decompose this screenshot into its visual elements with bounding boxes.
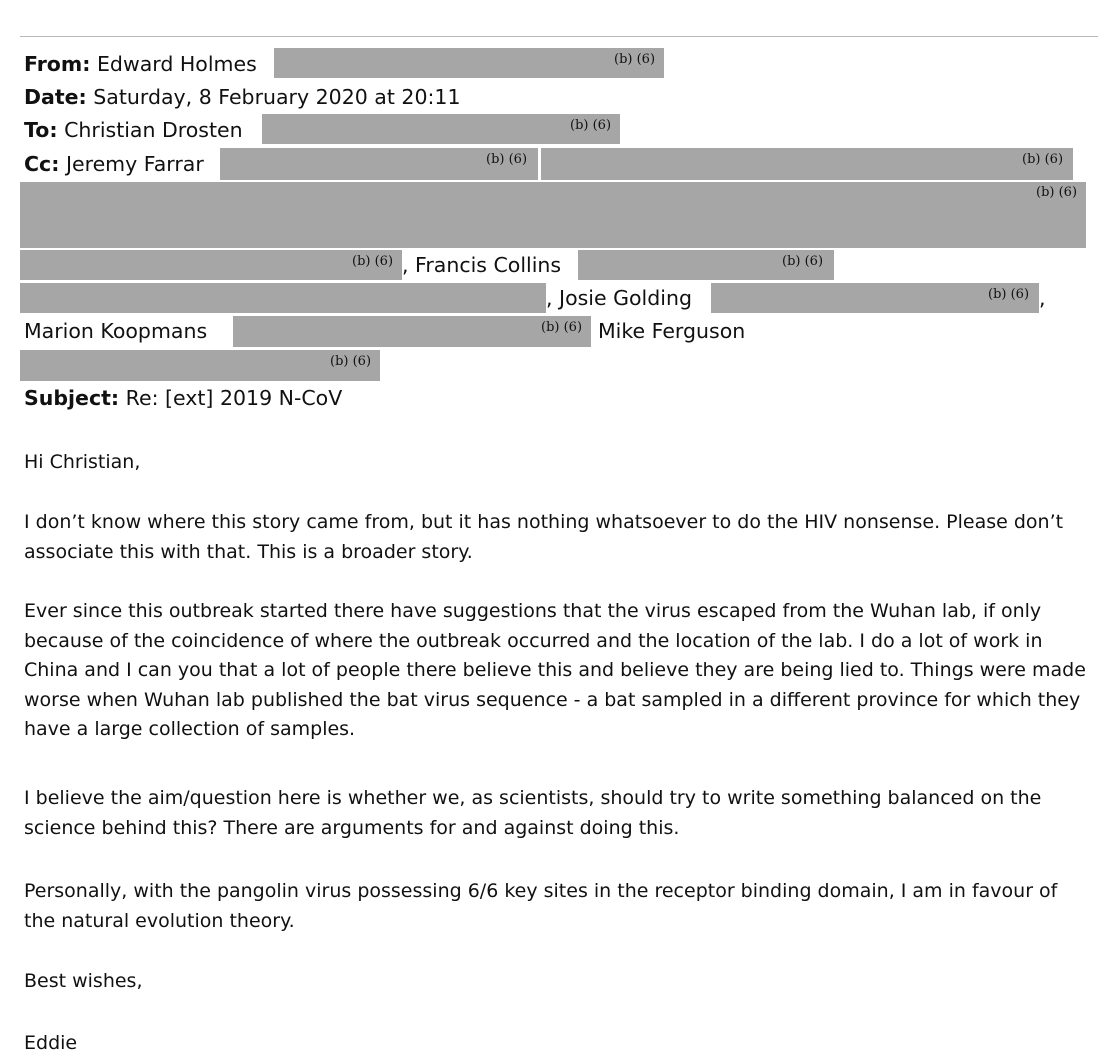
from-line	[24, 52, 257, 76]
redaction-block	[20, 182, 1086, 248]
to-name: Christian Drosten	[64, 118, 243, 142]
signoff: Best wishes,	[24, 970, 143, 992]
redaction-code: (b) (6)	[570, 118, 612, 133]
redaction-code: (b) (6)	[614, 52, 656, 67]
subject-label: Subject:	[24, 386, 120, 410]
redaction-code: (b) (6)	[782, 254, 824, 269]
cc-name-jeremy: Jeremy Farrar	[65, 152, 204, 176]
subject-value: Re: [ext] 2019 N-CoV	[125, 386, 343, 410]
greeting: Hi Christian,	[24, 451, 141, 473]
redaction-code: (b) (6)	[541, 320, 583, 335]
body-paragraph-3: I believe the aim/question here is whether we, as scientists, should try to write something balanced on the science behind this? There are arguments for and against doing this.	[24, 787, 1042, 839]
date-label: Date:	[24, 85, 87, 109]
subject-line	[24, 386, 342, 410]
date-line	[24, 85, 461, 109]
redaction-code: (b) (6)	[352, 254, 394, 269]
cc-line	[24, 152, 204, 176]
date-value: Saturday, 8 February 2020 at 20:11	[93, 85, 461, 109]
signature: Eddie	[24, 1032, 78, 1054]
body-paragraph-1: I don’t know where this story came from, but it has nothing whatsoever to do the HIV nonsense. Please don’t associate this with that. This is a broader story.	[24, 511, 1064, 563]
redaction-cc-3	[20, 250, 402, 280]
redaction-to	[262, 114, 620, 144]
cc-separator: ,	[1039, 286, 1046, 310]
cc-name-josie: , Josie Golding	[546, 286, 692, 310]
redaction-code: (b) (6)	[1036, 185, 1078, 200]
body-paragraph-4: Personally, with the pangolin virus possessing 6/6 key sites in the receptor binding domain, I am in favour of the natural evolution theory.	[24, 880, 1058, 932]
redaction-cc-5	[20, 283, 546, 313]
redaction-cc-2	[541, 148, 1073, 180]
redaction-from	[274, 48, 664, 78]
top-divider	[20, 36, 1098, 37]
redaction-cc-8	[20, 350, 380, 381]
body-paragraph-2: Ever since this outbreak started there have suggestions that the virus escaped from the Wuhan lab, if only because of the coincidence of where the outbreak occurred and the location of the lab. I do a lot of work in China and I can you that a lot of people there believe this and believe they are being lied to. Things were made worse when Wuhan lab published the bat virus sequence - a bat sampled in a different province for which they have a large collection of samples.	[24, 600, 1086, 740]
cc-name-francis: , Francis Collins	[402, 253, 562, 277]
redaction-code: (b) (6)	[1022, 152, 1064, 167]
cc-label: Cc:	[24, 152, 60, 176]
cc-name-marion: Marion Koopmans	[24, 319, 208, 343]
redaction-code: (b) (6)	[486, 152, 528, 167]
cc-name-mike: Mike Ferguson	[598, 319, 746, 343]
redaction-cc-7	[233, 316, 591, 347]
from-label: From:	[24, 52, 91, 76]
to-label: To:	[24, 118, 58, 142]
redaction-code: (b) (6)	[330, 354, 372, 369]
redaction-code: (b) (6)	[988, 287, 1030, 302]
to-line	[24, 118, 243, 142]
from-name: Edward Holmes	[96, 52, 257, 76]
